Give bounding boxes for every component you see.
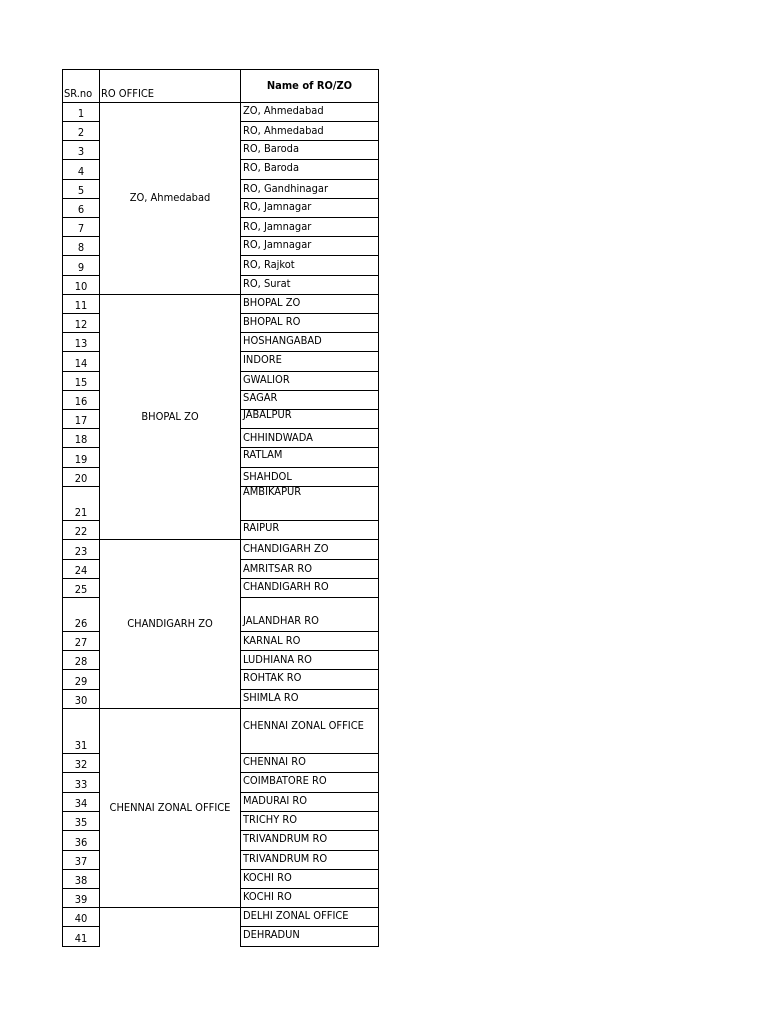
sr-no-value: 7 — [77, 222, 85, 235]
ro-office-group — [99, 908, 240, 947]
name-value: TRIVANDRUM RO — [243, 852, 328, 865]
table-row-sr-no — [62, 295, 99, 314]
name-value: ROHTAK RO — [243, 671, 302, 684]
sr-no-value: 32 — [74, 758, 88, 771]
table-row-name — [240, 429, 379, 448]
sr-no-value: 3 — [77, 145, 85, 158]
name-value: RO, Ahmedabad — [243, 124, 324, 137]
header-name-label: Name of RO/ZO — [266, 79, 353, 92]
ro-office-value: CHANDIGARH ZO — [127, 616, 213, 630]
name-value: BHOPAL ZO — [243, 296, 301, 309]
sr-no-value: 17 — [74, 414, 88, 427]
table-row-sr-no — [62, 560, 99, 579]
sr-no-value: 27 — [74, 636, 88, 649]
ro-office-group — [99, 103, 240, 295]
table-row-sr-no — [62, 927, 99, 947]
sr-no-value: 21 — [74, 506, 88, 519]
sr-no-value: 11 — [74, 299, 88, 312]
ro-office-group — [99, 709, 240, 908]
table-row-name — [240, 333, 379, 352]
sr-no-value: 40 — [74, 912, 88, 925]
table-row-sr-no — [62, 670, 99, 690]
name-value: KARNAL RO — [243, 634, 301, 647]
name-value: RO, Baroda — [243, 142, 300, 155]
name-value: KOCHI RO — [243, 871, 292, 884]
table-row-sr-no — [62, 908, 99, 927]
table-row-name — [240, 448, 379, 468]
table-row-name — [240, 579, 379, 598]
table-row-name — [240, 598, 379, 632]
name-value: KOCHI RO — [243, 890, 292, 903]
table-row-sr-no — [62, 141, 99, 160]
table-row-sr-no — [62, 754, 99, 773]
sr-no-value: 29 — [74, 675, 88, 688]
name-value: RO, Surat — [243, 277, 291, 290]
sr-no-value: 31 — [74, 739, 88, 752]
name-value: RO, Jamnagar — [243, 200, 312, 213]
table-row-name — [240, 889, 379, 908]
table-row-sr-no — [62, 521, 99, 540]
table-row-name — [240, 831, 379, 851]
table-row-name — [240, 651, 379, 670]
sr-no-value: 20 — [74, 472, 88, 485]
table-row-name — [240, 560, 379, 579]
table-row-sr-no — [62, 199, 99, 218]
table-row-name — [240, 160, 379, 180]
sr-no-value: 19 — [74, 453, 88, 466]
header-ro-office-label: RO OFFICE — [101, 87, 155, 100]
table-row-name — [240, 851, 379, 870]
table-row-name — [240, 632, 379, 651]
name-value: TRIVANDRUM RO — [243, 832, 328, 845]
table-row-sr-no — [62, 122, 99, 141]
table-row-name — [240, 410, 379, 429]
sr-no-value: 25 — [74, 583, 88, 596]
name-value: HOSHANGABAD — [243, 334, 322, 347]
sr-no-value: 22 — [74, 525, 88, 538]
table-row-name — [240, 521, 379, 540]
table-row-name — [240, 314, 379, 333]
name-value: CHANDIGARH ZO — [243, 542, 329, 555]
table-row-name — [240, 870, 379, 889]
name-value: SAGAR — [243, 391, 278, 404]
sr-no-value: 6 — [77, 203, 85, 216]
name-value: RO, Jamnagar — [243, 238, 312, 251]
table-row-name — [240, 352, 379, 372]
sr-no-value: 34 — [74, 797, 88, 810]
table-row-sr-no — [62, 276, 99, 295]
table-row-sr-no — [62, 773, 99, 793]
table-row-sr-no — [62, 793, 99, 812]
header-sr-no — [62, 69, 99, 103]
table-row-sr-no — [62, 314, 99, 333]
sr-no-value: 39 — [74, 893, 88, 906]
table-row-sr-no — [62, 410, 99, 429]
table-row-name — [240, 141, 379, 160]
table-row-name — [240, 199, 379, 218]
table-row-name — [240, 180, 379, 199]
table-row-sr-no — [62, 256, 99, 276]
name-value: RAIPUR — [243, 521, 280, 534]
name-value: RO, Baroda — [243, 161, 300, 174]
sr-no-value: 10 — [74, 280, 88, 293]
name-value: DEHRADUN — [243, 928, 300, 941]
table-row-sr-no — [62, 831, 99, 851]
header-ro-office — [99, 69, 240, 103]
sr-no-value: 2 — [77, 126, 85, 139]
name-value: JALANDHAR RO — [243, 614, 319, 627]
name-value: RO, Gandhinagar — [243, 182, 329, 195]
table-row-sr-no — [62, 812, 99, 831]
sr-no-value: 35 — [74, 816, 88, 829]
ro-office-group — [99, 295, 240, 540]
ro-office-value: ZO, Ahmedabad — [129, 191, 211, 204]
name-value: RO, Rajkot — [243, 258, 295, 271]
table-row-name — [240, 540, 379, 560]
table-row-name — [240, 276, 379, 295]
table-row-sr-no — [62, 448, 99, 468]
table-row-sr-no — [62, 103, 99, 122]
name-value: LUDHIANA RO — [243, 653, 312, 666]
name-value: CHENNAI RO — [243, 755, 306, 768]
name-value: CHENNAI ZONAL OFFICE — [243, 719, 364, 732]
table-row-name — [240, 773, 379, 793]
name-value: TRICHY RO — [243, 813, 298, 826]
name-value: COIMBATORE RO — [243, 774, 327, 787]
table-row-sr-no — [62, 180, 99, 199]
spreadsheet-table — [62, 69, 379, 943]
table-row-name — [240, 103, 379, 122]
table-row-sr-no — [62, 651, 99, 670]
sr-no-value: 36 — [74, 836, 88, 849]
table-row-sr-no — [62, 690, 99, 709]
name-value: SHAHDOL — [243, 470, 292, 483]
name-value: SHIMLA RO — [243, 691, 299, 704]
name-value: CHANDIGARH RO — [243, 580, 329, 593]
table-row-sr-no — [62, 218, 99, 237]
table-row-sr-no — [62, 870, 99, 889]
sr-no-value: 28 — [74, 655, 88, 668]
table-row-name — [240, 927, 379, 947]
sr-no-value: 26 — [74, 617, 88, 630]
table-row-sr-no — [62, 372, 99, 391]
ro-office-group — [99, 540, 240, 709]
header-name — [240, 69, 379, 103]
table-row-sr-no — [62, 160, 99, 180]
table-row-name — [240, 237, 379, 256]
header-sr-no-label: SR.no — [64, 87, 93, 100]
sr-no-value: 5 — [77, 184, 85, 197]
table-row-sr-no — [62, 540, 99, 560]
sr-no-value: 38 — [74, 874, 88, 887]
sr-no-value: 23 — [74, 545, 88, 558]
name-value: BHOPAL RO — [243, 315, 301, 328]
sr-no-value: 4 — [77, 165, 85, 178]
sr-no-value: 33 — [74, 778, 88, 791]
ro-office-value: BHOPAL ZO — [141, 409, 199, 423]
name-value: CHHINDWADA — [243, 431, 313, 444]
table-row-name — [240, 754, 379, 773]
table-row-name — [240, 690, 379, 709]
name-value: ZO, Ahmedabad — [243, 104, 324, 117]
table-row-sr-no — [62, 237, 99, 256]
sr-no-value: 13 — [74, 337, 88, 350]
sr-no-value: 41 — [74, 932, 88, 945]
name-value: JABALPUR — [243, 408, 292, 421]
table-row-sr-no — [62, 352, 99, 372]
table-row-name — [240, 793, 379, 812]
name-value: MADURAI RO — [243, 794, 308, 807]
sr-no-value: 15 — [74, 376, 88, 389]
table-row-name — [240, 812, 379, 831]
name-value: AMBIKAPUR — [243, 485, 302, 498]
table-row-sr-no — [62, 391, 99, 410]
sr-no-value: 37 — [74, 855, 88, 868]
table-row-sr-no — [62, 429, 99, 448]
name-value: GWALIOR — [243, 373, 290, 386]
table-row-name — [240, 709, 379, 754]
table-row-sr-no — [62, 851, 99, 870]
table-row-name — [240, 487, 379, 521]
table-row-sr-no — [62, 709, 99, 754]
table-row-sr-no — [62, 889, 99, 908]
table-row-sr-no — [62, 598, 99, 632]
sr-no-value: 12 — [74, 318, 88, 331]
table-row-name — [240, 908, 379, 927]
table-row-sr-no — [62, 487, 99, 521]
table-row-sr-no — [62, 632, 99, 651]
table-row-name — [240, 256, 379, 276]
table-row-sr-no — [62, 579, 99, 598]
table-row-name — [240, 670, 379, 690]
name-value: RO, Jamnagar — [243, 220, 312, 233]
name-value: AMRITSAR RO — [243, 562, 313, 575]
table-row-name — [240, 122, 379, 141]
sr-no-value: 16 — [74, 395, 88, 408]
name-value: RATLAM — [243, 448, 283, 461]
table-row-sr-no — [62, 333, 99, 352]
table-row-name — [240, 295, 379, 314]
table-row-name — [240, 372, 379, 391]
table-row-name — [240, 218, 379, 237]
sr-no-value: 1 — [77, 107, 85, 120]
sr-no-value: 30 — [74, 694, 88, 707]
sr-no-value: 24 — [74, 564, 88, 577]
sr-no-value: 8 — [77, 241, 85, 254]
table-row-sr-no — [62, 468, 99, 487]
sr-no-value: 9 — [77, 261, 85, 274]
name-value: DELHI ZONAL OFFICE — [243, 909, 349, 922]
sr-no-value: 14 — [74, 357, 88, 370]
ro-office-value: CHENNAI ZONAL OFFICE — [109, 800, 231, 814]
name-value: INDORE — [243, 353, 282, 366]
sr-no-value: 18 — [74, 433, 88, 446]
